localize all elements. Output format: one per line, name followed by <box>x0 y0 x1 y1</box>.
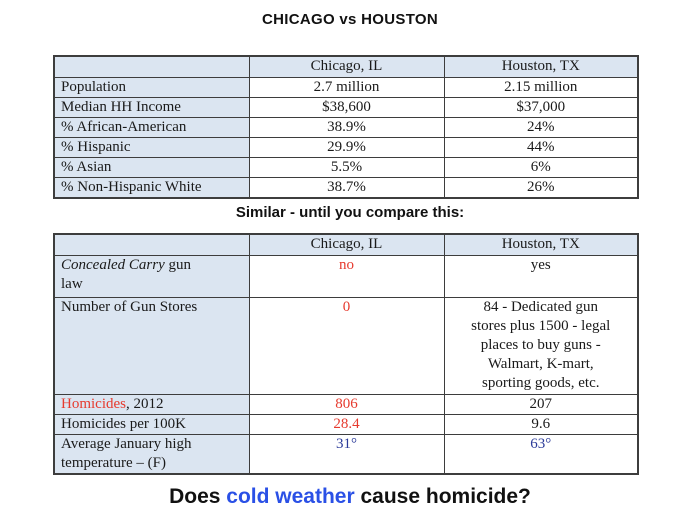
chicago-value <box>249 435 444 475</box>
corner-cell <box>54 56 249 78</box>
table-row <box>54 118 638 138</box>
text-run: 38.9% <box>327 119 366 135</box>
text-run: no <box>339 257 354 273</box>
houston-value <box>444 435 638 475</box>
text-run: Population <box>61 79 127 95</box>
table-row <box>54 158 638 178</box>
row-label <box>54 256 249 298</box>
subtitle: Similar - until you compare this: <box>235 204 465 221</box>
text-run: , 2012 <box>126 396 164 412</box>
text-run: % African-American <box>61 119 187 135</box>
chicago-value <box>249 415 444 435</box>
houston-value <box>444 78 638 98</box>
chicago-value <box>249 395 444 415</box>
text-run: 28.4 <box>333 416 360 432</box>
gun-law-table-body <box>54 256 638 475</box>
text-run: Number of Gun Stores <box>61 299 198 315</box>
text-run: 29.9% <box>327 139 366 155</box>
chicago-value <box>249 78 444 98</box>
text-run: 806 <box>335 396 358 412</box>
row-label <box>54 435 249 475</box>
table-row <box>54 78 638 98</box>
houston-value <box>444 178 638 199</box>
chicago-value <box>249 178 444 199</box>
text-run: 44% <box>527 139 555 155</box>
row-label <box>54 118 249 138</box>
gun-law-comparison-table <box>53 233 639 475</box>
text-run: places to buy guns - <box>480 337 601 353</box>
question-prefix: Does <box>169 485 227 508</box>
text-run: 5.5% <box>330 159 363 175</box>
text-run: temperature – (F) <box>61 455 166 471</box>
text-run: sporting goods, etc. <box>482 375 600 391</box>
row-label <box>54 158 249 178</box>
houston-value <box>444 395 638 415</box>
text-run: yes <box>530 257 551 273</box>
text-run: 84 - Dedicated gun <box>483 299 599 315</box>
header-row <box>54 234 638 256</box>
houston-value <box>444 298 638 395</box>
table-row <box>54 178 638 199</box>
row-label <box>54 98 249 118</box>
text-run: 63° <box>530 436 552 452</box>
text-run: 207 <box>529 396 552 412</box>
chicago-value <box>249 158 444 178</box>
text-run: $37,000 <box>516 99 566 115</box>
text-run: Homicides <box>61 396 126 412</box>
text-run: 24% <box>527 119 555 135</box>
chicago-value <box>249 298 444 395</box>
text-run: Concealed Carry <box>61 257 165 273</box>
question-caption <box>0 485 700 509</box>
text-run: Average January high <box>61 436 192 452</box>
question-suffix: cause homicide? <box>354 485 531 508</box>
chicago-value <box>249 138 444 158</box>
table-row <box>54 138 638 158</box>
header-row <box>54 56 638 78</box>
text-run: Homicides per 100K <box>61 416 186 432</box>
houston-value <box>444 138 638 158</box>
chicago-value <box>249 118 444 138</box>
text-run: law <box>61 276 83 292</box>
text-run: 2.15 million <box>504 79 578 95</box>
text-run: Median HH Income <box>61 99 181 115</box>
col-header-houston: Houston, TX <box>444 56 638 78</box>
text-run: % Non-Hispanic White <box>61 179 202 195</box>
text-run: 2.7 million <box>313 79 380 95</box>
row-label <box>54 78 249 98</box>
text-run: % Hispanic <box>61 139 131 155</box>
table-row <box>54 395 638 415</box>
text-run: Walmart, K-mart, <box>487 356 594 372</box>
demographics-table <box>53 55 639 199</box>
row-label <box>54 178 249 199</box>
table-row <box>54 98 638 118</box>
houston-value <box>444 118 638 138</box>
text-run: 6% <box>530 159 551 175</box>
page-title: CHICAGO vs HOUSTON <box>262 11 438 28</box>
text-run: $38,600 <box>322 99 371 115</box>
text-run: stores plus 1500 - legal <box>471 318 611 334</box>
col-header-chicago: Chicago, IL <box>249 234 444 256</box>
text-run: 9.6 <box>531 416 551 432</box>
houston-value <box>444 256 638 298</box>
text-run: 26% <box>527 179 555 195</box>
chicago-value <box>249 98 444 118</box>
houston-value <box>444 158 638 178</box>
text-run: % Asian <box>61 159 112 175</box>
row-label <box>54 138 249 158</box>
table-row <box>54 256 638 298</box>
text-run: gun <box>164 257 191 273</box>
row-label <box>54 298 249 395</box>
chicago-value <box>249 256 444 298</box>
row-label <box>54 395 249 415</box>
text-run: 31° <box>336 436 357 452</box>
demographics-table-body <box>54 78 638 199</box>
row-label <box>54 415 249 435</box>
table-row <box>54 298 638 395</box>
houston-value <box>444 98 638 118</box>
text-run: 38.7% <box>327 179 366 195</box>
corner-cell <box>54 234 249 256</box>
col-header-chicago: Chicago, IL <box>249 56 444 78</box>
table-row <box>54 415 638 435</box>
houston-value <box>444 415 638 435</box>
text-run: 0 <box>342 299 351 315</box>
col-header-houston: Houston, TX <box>444 234 638 256</box>
table-row <box>54 435 638 475</box>
question-highlight: cold weather <box>226 485 355 508</box>
